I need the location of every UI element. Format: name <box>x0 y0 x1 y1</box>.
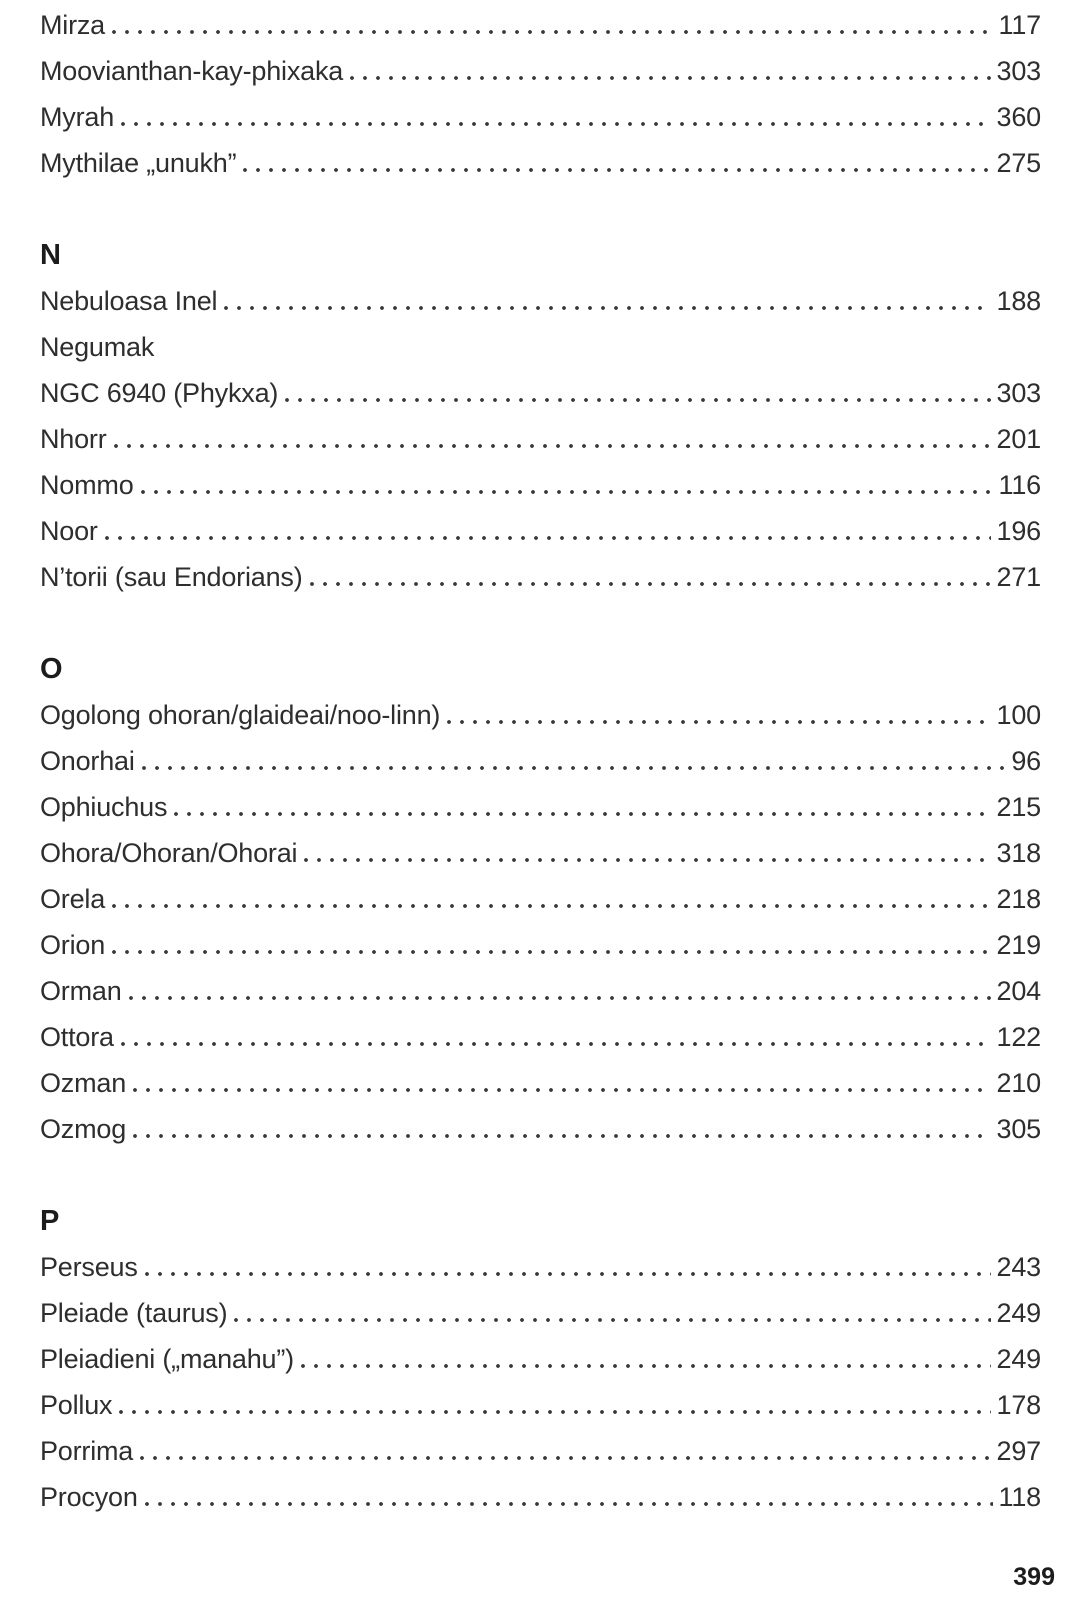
entry-label: Ogolong ohoran/glaideai/noo-linn) <box>40 700 441 730</box>
entry-page-number: 297 <box>996 1436 1041 1466</box>
index-entry <box>40 784 1041 830</box>
entry-page-number: 204 <box>996 976 1041 1006</box>
dot-leader-icon <box>140 1454 990 1460</box>
dot-leader-icon <box>304 856 990 862</box>
index-entry <box>40 1336 1041 1382</box>
index-entry <box>40 922 1041 968</box>
index-entry <box>40 370 1041 416</box>
entry-page-number: 243 <box>996 1252 1041 1282</box>
index-entry <box>40 94 1041 140</box>
index-entry <box>40 278 1041 324</box>
entry-label: Myrah <box>40 102 115 132</box>
entry-label: Negumak <box>40 332 155 362</box>
dot-leader-icon <box>301 1362 991 1368</box>
entry-page-number: 196 <box>996 516 1041 546</box>
dot-leader-icon <box>112 28 993 34</box>
entry-label: Ophiuchus <box>40 792 168 822</box>
entry-page-number: 188 <box>996 286 1041 316</box>
dot-leader-icon <box>141 488 993 494</box>
dot-leader-icon <box>121 1040 991 1046</box>
index-entry <box>40 1244 1041 1290</box>
entry-label: Pleiadieni („manahu”) <box>40 1344 294 1374</box>
dot-leader-icon <box>350 74 990 80</box>
entry-page-number: 271 <box>996 562 1041 592</box>
dot-leader-icon <box>142 764 1006 770</box>
entry-page-number: 303 <box>996 56 1041 86</box>
entry-label: Porrima <box>40 1436 134 1466</box>
index-entry <box>40 2 1041 48</box>
index-entry <box>40 876 1041 922</box>
entry-page-number: 249 <box>996 1344 1041 1374</box>
entry-label: Orion <box>40 930 106 960</box>
dot-leader-icon <box>234 1316 990 1322</box>
entry-label: Nhorr <box>40 424 107 454</box>
entry-page-number: 118 <box>998 1482 1041 1512</box>
dot-leader-icon <box>145 1500 993 1506</box>
dot-leader-icon <box>133 1132 991 1138</box>
index-entry <box>40 1382 1041 1428</box>
entry-page-number: 96 <box>1011 746 1041 776</box>
index-entry <box>40 1014 1041 1060</box>
entry-label: Mirza <box>40 10 105 40</box>
index-entry <box>40 830 1041 876</box>
dot-leader-icon <box>224 304 990 310</box>
entry-page-number: 303 <box>996 378 1041 408</box>
index-entry <box>40 1290 1041 1336</box>
entry-page-number: 116 <box>998 470 1041 500</box>
entry-page-number: 305 <box>996 1114 1041 1144</box>
entry-label: Procyon <box>40 1482 138 1512</box>
dot-leader-icon <box>129 994 991 1000</box>
entry-page-number: 249 <box>996 1298 1041 1328</box>
entry-label: Mythilae „unukh” <box>40 148 237 178</box>
entry-label: Ozman <box>40 1068 127 1098</box>
dot-leader-icon <box>145 1270 991 1276</box>
entry-page-number: 210 <box>996 1068 1041 1098</box>
entry-page-number: 219 <box>996 930 1041 960</box>
entry-label: Orela <box>40 884 106 914</box>
dot-leader-icon <box>174 810 990 816</box>
index-entry <box>40 1060 1041 1106</box>
entry-label: Onorhai <box>40 746 135 776</box>
dot-leader-icon <box>112 902 991 908</box>
dot-leader-icon <box>285 396 990 402</box>
entry-label: Orman <box>40 976 122 1006</box>
index-entry <box>40 1474 1041 1520</box>
entry-label: Moovianthan-kay-phixaka <box>40 56 344 86</box>
entry-label: N’torii (sau Endorians) <box>40 562 303 592</box>
index-entry <box>40 48 1041 94</box>
index-entry <box>40 416 1041 462</box>
entry-label: Ottora <box>40 1022 114 1052</box>
dot-leader-icon <box>133 1086 991 1092</box>
section-heading: O <box>40 653 63 685</box>
dot-leader-icon <box>121 120 991 126</box>
dot-leader-icon <box>119 1408 990 1414</box>
index-list <box>40 2 1041 1520</box>
entry-label: Nebuloasa Inel <box>40 286 218 316</box>
index-entry <box>40 554 1041 600</box>
index-entry <box>40 1106 1041 1152</box>
entry-page-number: 215 <box>996 792 1041 822</box>
index-entry <box>40 508 1041 554</box>
index-entry <box>40 324 1041 370</box>
dot-leader-icon <box>447 718 990 724</box>
entry-page-number: 318 <box>996 838 1041 868</box>
entry-label: NGC 6940 (Phykxa) <box>40 378 279 408</box>
index-entry <box>40 968 1041 1014</box>
entry-page-number: 178 <box>996 1390 1041 1420</box>
index-entry <box>40 738 1041 784</box>
entry-label: Ozmog <box>40 1114 127 1144</box>
entry-page-number: 117 <box>998 10 1041 40</box>
entry-page-number: 201 <box>996 424 1041 454</box>
index-entry <box>40 692 1041 738</box>
entry-label: Pleiade (taurus) <box>40 1298 228 1328</box>
entry-page-number: 122 <box>996 1022 1041 1052</box>
section-heading: N <box>40 239 61 271</box>
index-entry <box>40 462 1041 508</box>
entry-page-number: 218 <box>996 884 1041 914</box>
dot-leader-icon <box>114 442 991 448</box>
index-entry <box>40 1428 1041 1474</box>
entry-label: Pollux <box>40 1390 113 1420</box>
section-heading: P <box>40 1205 60 1237</box>
index-entry <box>40 140 1041 186</box>
entry-page-number: 100 <box>996 700 1041 730</box>
entry-page-number: 275 <box>996 148 1041 178</box>
dot-leader-icon <box>310 580 991 586</box>
entry-label: Perseus <box>40 1252 138 1282</box>
dot-leader-icon <box>243 166 990 172</box>
dot-leader-icon <box>112 948 991 954</box>
entry-page-number: 360 <box>996 102 1041 132</box>
entry-label: Nommo <box>40 470 134 500</box>
entry-label: Noor <box>40 516 98 546</box>
entry-label: Ohora/Ohoran/Ohorai <box>40 838 298 868</box>
dot-leader-icon <box>105 534 991 540</box>
page-number: 399 <box>1013 1563 1055 1591</box>
